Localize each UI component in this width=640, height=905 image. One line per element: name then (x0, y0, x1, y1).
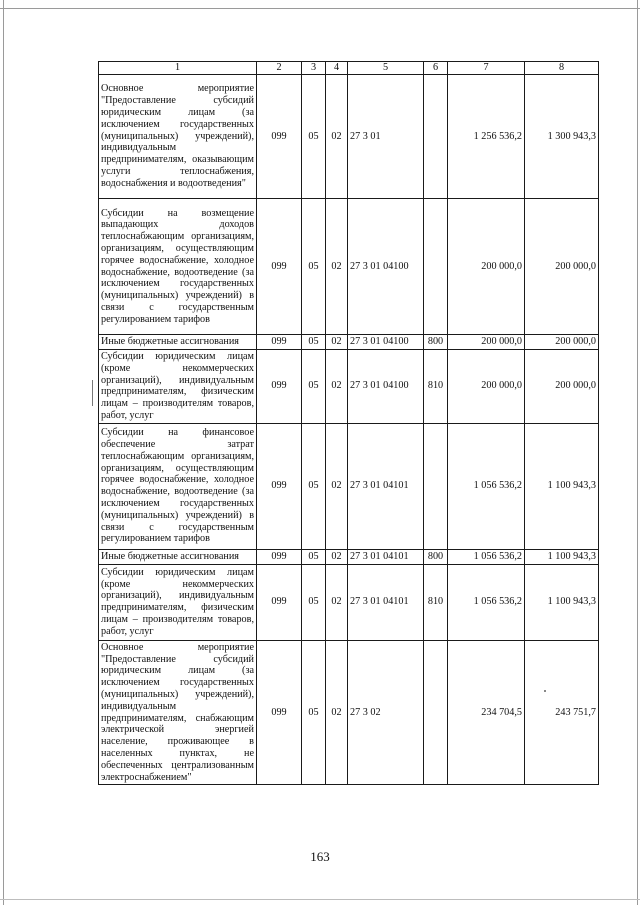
section-code: 05 (302, 564, 326, 640)
page-frame-top (0, 8, 640, 9)
page-frame-bottom (0, 899, 640, 900)
target-article-code: 27 3 01 04101 (348, 423, 424, 549)
table-row (99, 423, 599, 549)
row-name: Субсидии на финансовое обеспечение затрат теплоснабжающим организациям, организациям, осуществляющим горячее водоснабжение, холодное водоснабжение, водоотведение (за исключением государственных (муниципальных) учреждений) в связи с государственным регулированием тарифов (99, 423, 257, 549)
page-frame-left (3, 0, 4, 905)
expense-type-code (424, 640, 448, 785)
target-article-code: 27 3 01 04101 (348, 549, 424, 564)
header-cell-7: 7 (448, 62, 525, 75)
expense-type-code: 810 (424, 564, 448, 640)
target-article-code: 27 3 01 04100 (348, 199, 424, 335)
amount-year-2: 1 300 943,3 (525, 75, 599, 199)
subsection-code: 02 (326, 350, 348, 424)
grbs-code: 099 (257, 640, 302, 785)
table-row (99, 640, 599, 785)
expense-type-code: 800 (424, 549, 448, 564)
page-frame-right (637, 0, 638, 905)
grbs-code: 099 (257, 75, 302, 199)
expense-type-code: 800 (424, 335, 448, 350)
subsection-code: 02 (326, 335, 348, 350)
subsection-code: 02 (326, 199, 348, 335)
amount-year-1: 234 704,5 (448, 640, 525, 785)
amount-year-1: 1 256 536,2 (448, 75, 525, 199)
subsection-code: 02 (326, 75, 348, 199)
row-name: Субсидии на возмещение выпадающих доходов теплоснабжающим организациям, организациям, осуществляющим горячее водоснабжение, холодное водоснабжение, водоотведение (за исключением государственных (муниципальных) учреждений) в связи с государственным регулированием тарифов (99, 199, 257, 335)
subsection-code: 02 (326, 564, 348, 640)
amount-year-2: 200 000,0 (525, 335, 599, 350)
table-row (99, 75, 599, 199)
amount-year-2: 1 100 943,3 (525, 423, 599, 549)
section-code: 05 (302, 350, 326, 424)
header-row (99, 62, 599, 75)
amount-year-2: 1 100 943,3 (525, 549, 599, 564)
amount-year-1: 1 056 536,2 (448, 549, 525, 564)
grbs-code: 099 (257, 564, 302, 640)
amount-year-2: 200 000,0 (525, 199, 599, 335)
expense-type-code (424, 199, 448, 335)
row-name: Иные бюджетные ассигнования (99, 549, 257, 564)
budget-table (98, 61, 599, 785)
row-name: Основное мероприятие "Предоставление субсидий юридическим лицам (за исключением государственных (муниципальных) учреждений), индивидуальным предпринимателям, оказывающим услуги теплоснабжения, водоснабжения и водоотведения" (99, 75, 257, 199)
expense-type-code: 810 (424, 350, 448, 424)
grbs-code: 099 (257, 549, 302, 564)
grbs-code: 099 (257, 199, 302, 335)
amount-year-2: 243 751,7 (525, 640, 599, 785)
section-code: 05 (302, 335, 326, 350)
section-code: 05 (302, 199, 326, 335)
amount-year-1: 1 056 536,2 (448, 423, 525, 549)
header-cell-5: 5 (348, 62, 424, 75)
expense-type-code (424, 75, 448, 199)
amount-year-2: 200 000,0 (525, 350, 599, 424)
header-cell-1: 1 (99, 62, 257, 75)
grbs-code: 099 (257, 350, 302, 424)
grbs-code: 099 (257, 423, 302, 549)
amount-year-1: 200 000,0 (448, 335, 525, 350)
table-row (99, 199, 599, 335)
target-article-code: 27 3 01 (348, 75, 424, 199)
row-name: Основное мероприятие "Предоставление субсидий юридическим лицам (за исключением государственных (муниципальных) учреждений), индивидуальным предпринимателям, снабжающим электрической энергией население, проживающее в населенных пунктах, не обеспеченных централизованным электроснабжением" (99, 640, 257, 785)
margin-mark (92, 380, 93, 406)
subsection-code: 02 (326, 423, 348, 549)
amount-year-2: 1 100 943,3 (525, 564, 599, 640)
table-row (99, 549, 599, 564)
grbs-code: 099 (257, 335, 302, 350)
target-article-code: 27 3 01 04100 (348, 350, 424, 424)
target-article-code: 27 3 01 04100 (348, 335, 424, 350)
expense-type-code (424, 423, 448, 549)
amount-year-1: 1 056 536,2 (448, 564, 525, 640)
row-name: Субсидии юридическим лицам (кроме некоммерческих организаций), индивидуальным предпринимателям, физическим лицам – производителям товаров, работ, услуг (99, 564, 257, 640)
subsection-code: 02 (326, 640, 348, 785)
header-cell-3: 3 (302, 62, 326, 75)
header-cell-2: 2 (257, 62, 302, 75)
section-code: 05 (302, 549, 326, 564)
header-cell-6: 6 (424, 62, 448, 75)
header-cell-8: 8 (525, 62, 599, 75)
section-code: 05 (302, 640, 326, 785)
subsection-code: 02 (326, 549, 348, 564)
target-article-code: 27 3 01 04101 (348, 564, 424, 640)
page-number: 163 (310, 849, 330, 864)
section-code: 05 (302, 75, 326, 199)
amount-year-1: 200 000,0 (448, 350, 525, 424)
section-code: 05 (302, 423, 326, 549)
table-row (99, 564, 599, 640)
table-row (99, 335, 599, 350)
target-article-code: 27 3 02 (348, 640, 424, 785)
row-name: Иные бюджетные ассигнования (99, 335, 257, 350)
row-name: Субсидии юридическим лицам (кроме некоммерческих организаций), индивидуальным предпринимателям, физическим лицам – производителям товаров, работ, услуг (99, 350, 257, 424)
table-row (99, 350, 599, 424)
amount-year-1: 200 000,0 (448, 199, 525, 335)
header-cell-4: 4 (326, 62, 348, 75)
